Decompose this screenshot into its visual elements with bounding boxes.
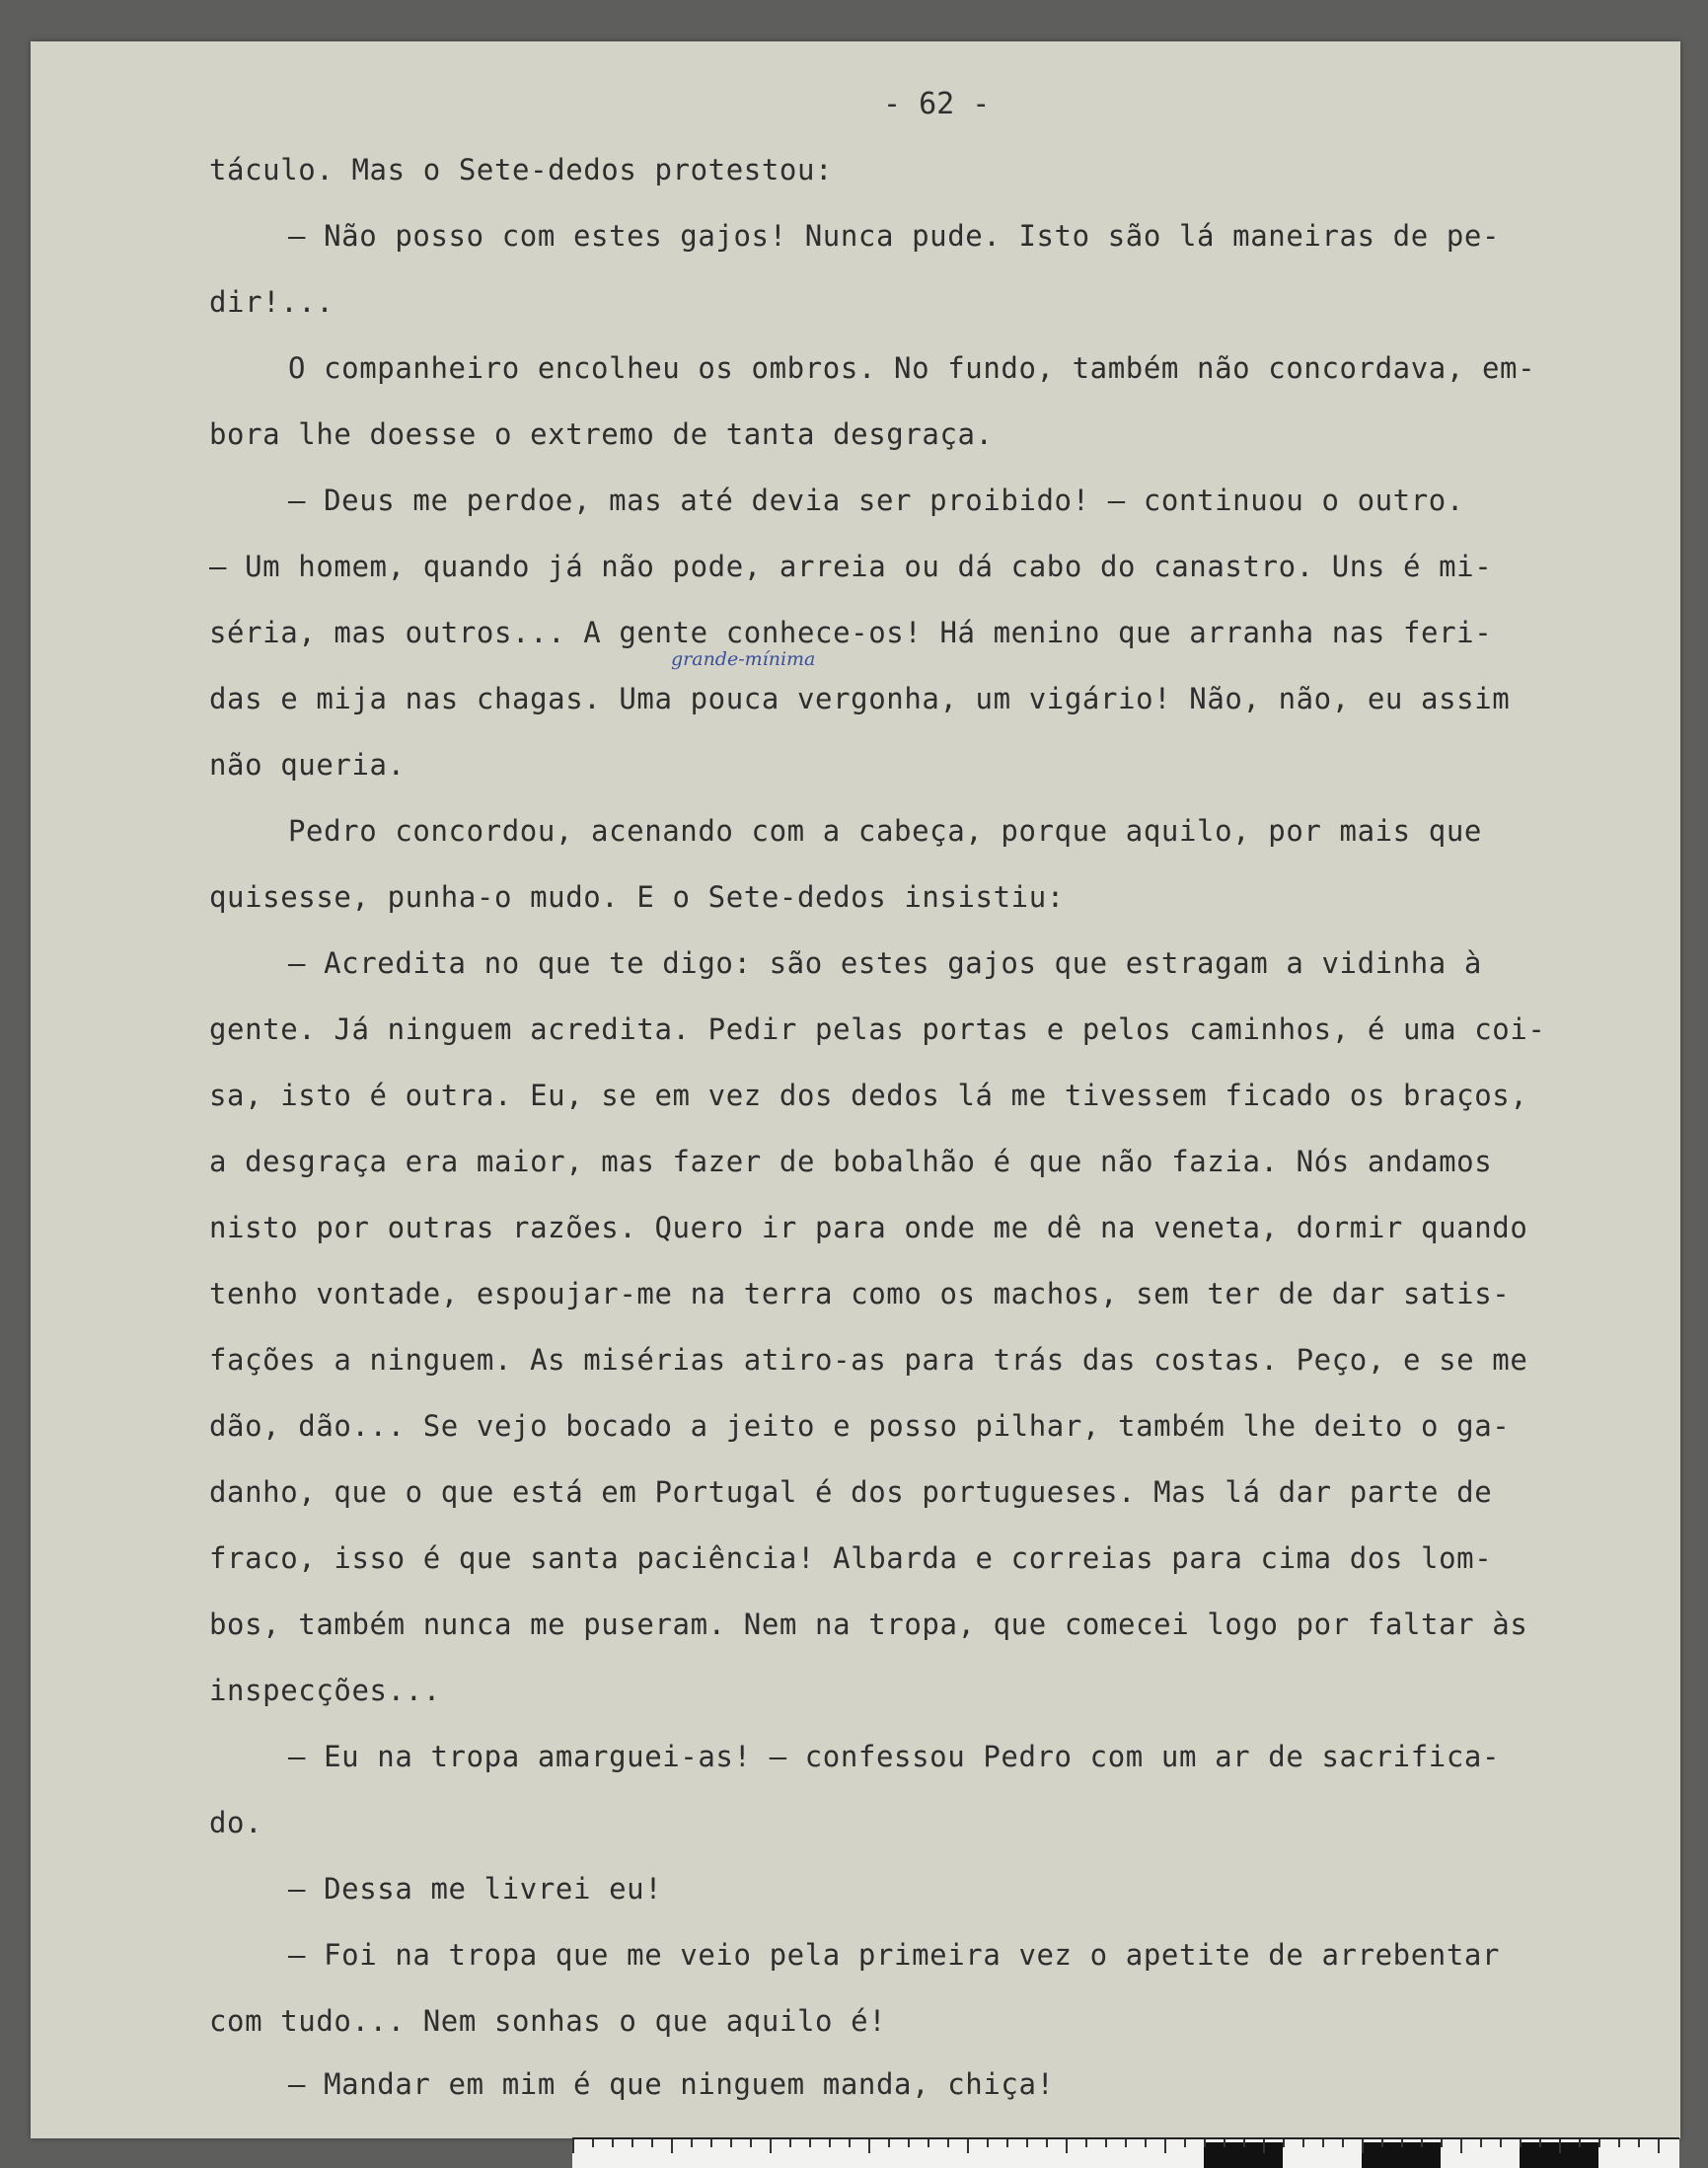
- ruler-tick: [1539, 2139, 1541, 2147]
- ruler-tick: [1618, 2139, 1620, 2147]
- text-line: tenho vontade, espoujar-me na terra como os machos, sem ter de dar satis-: [209, 1277, 1511, 1310]
- ruler-tick: [1480, 2139, 1482, 2147]
- text-line: — Dessa me livrei eu!: [288, 1872, 663, 1906]
- ruler-tick: [1164, 2139, 1166, 2153]
- ruler-tick: [1520, 2139, 1522, 2147]
- handwritten-annotation: grande-mínima: [671, 648, 816, 670]
- ruler-tick: [1342, 2139, 1344, 2147]
- ruler-tick: [1500, 2139, 1502, 2147]
- ruler-tick: [1184, 2139, 1186, 2147]
- ruler-tick: [750, 2139, 752, 2147]
- text-line: — Não posso com estes gajos! Nunca pude. Isto são lá maneiras de pe-: [288, 219, 1501, 253]
- ruler-tick: [809, 2139, 811, 2147]
- ruler-tick: [1204, 2139, 1206, 2147]
- ruler-tick: [572, 2139, 574, 2153]
- ruler-tick: [1381, 2139, 1383, 2147]
- text-line: — Um homem, quando já não pode, arreia ou dá cabo do canastro. Uns é mi-: [209, 550, 1493, 583]
- ruler-tick: [612, 2139, 614, 2147]
- ruler-tick: [967, 2139, 969, 2153]
- text-line: — Deus me perdoe, mas até devia ser proibido! — continuou o outro.: [288, 484, 1464, 517]
- ruler-tick: [1322, 2139, 1324, 2147]
- ruler-tick: [1559, 2139, 1561, 2153]
- ruler-tick: [1441, 2139, 1443, 2147]
- ruler-tick: [1263, 2139, 1265, 2153]
- ruler-tick: [710, 2139, 712, 2147]
- ruler-tick: [1085, 2139, 1087, 2147]
- ruler-tick: [888, 2139, 890, 2147]
- ruler-tick: [1066, 2139, 1068, 2153]
- ruler-tick: [829, 2139, 831, 2147]
- text-line: fações a ninguem. As misérias atiro-as para trás das costas. Peço, e se me: [209, 1343, 1528, 1377]
- ruler-tick: [987, 2139, 989, 2147]
- ruler-tick: [928, 2139, 929, 2147]
- ruler-tick: [1006, 2139, 1008, 2147]
- text-line: dão, dão... Se vejo bocado a jeito e posso pilhar, também lhe deito o ga-: [209, 1409, 1511, 1443]
- text-line: não queria.: [209, 748, 406, 782]
- ruler-tick: [592, 2139, 594, 2147]
- page-number: - 62 -: [883, 87, 991, 121]
- ruler-tick: [1658, 2139, 1660, 2153]
- ruler-tick: [1362, 2139, 1364, 2153]
- text-line: fraco, isso é que santa paciência! Albarda e correias para cima dos lom-: [209, 1541, 1493, 1575]
- ruler-tick: [1125, 2139, 1127, 2147]
- ruler-tick: [1243, 2139, 1245, 2147]
- ruler-tick: [1145, 2139, 1147, 2147]
- text-line: nisto por outras razões. Quero ir para onde me dê na veneta, dormir quando: [209, 1211, 1528, 1244]
- ruler-tick: [1105, 2139, 1107, 2147]
- text-line: das e mija nas chagas. Uma pouca vergonha, um vigário! Não, não, eu assim: [209, 682, 1511, 715]
- text-line: com tudo... Nem sonhas o que aquilo é!: [209, 2004, 887, 2038]
- text-line: séria, mas outros... A gente conhece-os! Há menino que arranha nas feri-: [209, 616, 1493, 649]
- ruler-tick: [1421, 2139, 1423, 2147]
- ruler-tick: [908, 2139, 910, 2147]
- text-line: — Mandar em mim é que ninguem manda, chiça!: [288, 2067, 1055, 2101]
- ruler-tick: [770, 2139, 772, 2153]
- ruler-tick: [631, 2139, 633, 2147]
- ruler-tick: [1046, 2139, 1048, 2147]
- text-line: O companheiro encolheu os ombros. No fundo, também não concordava, em-: [288, 351, 1536, 385]
- ruler-tick: [1302, 2139, 1304, 2147]
- ruler-tick: [671, 2139, 673, 2153]
- text-line: Pedro concordou, acenando com a cabeça, porque aquilo, por mais que: [288, 814, 1482, 848]
- ruler-tick: [651, 2139, 653, 2147]
- ruler-tick: [1401, 2139, 1403, 2147]
- text-line: gente. Já ninguem acredita. Pedir pelas portas e pelos caminhos, é uma coi-: [209, 1012, 1546, 1046]
- text-line: — Acredita no que te digo: são estes gajos que estragam a vidinha à: [288, 946, 1482, 980]
- ruler-tick: [1224, 2139, 1225, 2147]
- ruler-tick: [849, 2139, 851, 2147]
- ruler-tick: [1283, 2139, 1285, 2147]
- text-line: sa, isto é outra. Eu, se em vez dos dedos lá me tivessem ficado os braços,: [209, 1079, 1528, 1112]
- ruler-tick: [1460, 2139, 1462, 2153]
- ruler-tick: [868, 2139, 870, 2153]
- text-line: — Eu na tropa amarguei-as! — confessou Pedro com um ar de sacrifica-: [288, 1740, 1501, 1773]
- text-line: bora lhe doesse o extremo de tanta desgraça.: [209, 417, 994, 451]
- text-line: dir!...: [209, 285, 334, 319]
- ruler-tick: [947, 2139, 949, 2147]
- text-line: bos, também nunca me puseram. Nem na tropa, que comecei logo por faltar às: [209, 1607, 1528, 1641]
- text-line: inspecções...: [209, 1674, 441, 1707]
- text-line: quisesse, punha-o mudo. E o Sete-dedos insistiu:: [209, 880, 1065, 914]
- ruler-tick: [730, 2139, 732, 2147]
- text-line: — Foi na tropa que me veio pela primeira vez o apetite de arrebentar: [288, 1938, 1501, 1972]
- ruler-tick: [1638, 2139, 1640, 2147]
- ruler-tick: [1598, 2139, 1600, 2147]
- text-line: danho, que o que está em Portugal é dos portugueses. Mas lá dar parte de: [209, 1475, 1493, 1509]
- text-line: a desgraça era maior, mas fazer de bobalhão é que não fazia. Nós andamos: [209, 1145, 1493, 1178]
- ruler-tick: [691, 2139, 693, 2147]
- ruler-tick: [789, 2139, 791, 2147]
- ruler-tick: [1579, 2139, 1581, 2147]
- text-line: táculo. Mas o Sete-dedos protestou:: [209, 153, 834, 187]
- scale-ruler: [572, 2137, 1679, 2168]
- ruler-tick: [1026, 2139, 1028, 2147]
- text-line: do.: [209, 1806, 263, 1839]
